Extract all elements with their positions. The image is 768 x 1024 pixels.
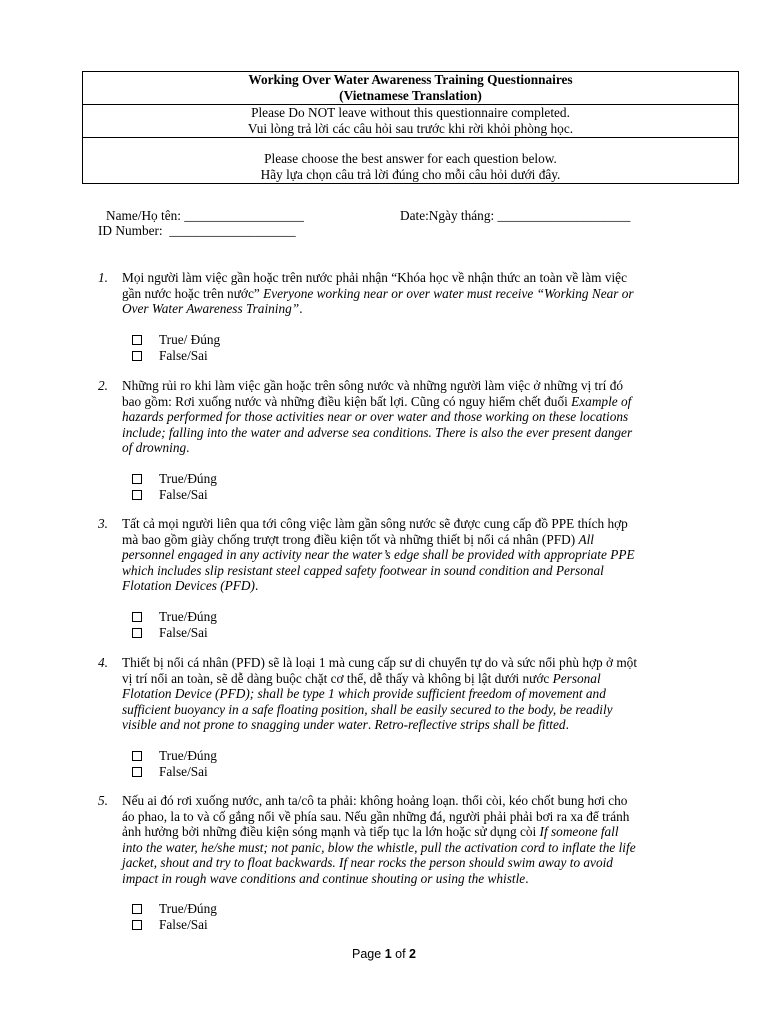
question-text-segment: mà bao gồm giày chống trượt trong điều kiện tốt và những thiết bị nổi cá nhân (PFD): [122, 531, 579, 547]
question-text-english: of drowning: [122, 440, 187, 455]
question-text-line: [122, 671, 678, 687]
question-text-segment: Nếu ai đó rơi xuống nước, anh ta/cô ta phải: không hoảng loạn. thổi còi, kéo chốt bung hơi cho: [122, 793, 628, 808]
question-text-line: [122, 409, 678, 425]
instructions-english: Please choose the best answer for each question below.: [264, 151, 557, 166]
question-text-english: Flotation Device (PFD); shall be type 1 which provide sufficient freedom of movement and: [122, 686, 606, 701]
question-text-segment: Tất cả mọi người liên qua tới công việc làm gần sông nước sẽ được cung cấp đồ PPE thích hợp: [122, 516, 628, 531]
title-line-2: (Vietnamese Translation): [339, 87, 482, 103]
question-1: [98, 270, 678, 364]
option-true[interactable]: [132, 471, 678, 487]
questionnaire-title: [83, 72, 738, 105]
question-text-line: [122, 871, 678, 887]
page-footer: [0, 947, 768, 963]
question-text-english: All: [578, 531, 594, 547]
question-number: 1.: [98, 270, 108, 285]
date-field[interactable]: Date:Ngày tháng: ____________________: [400, 208, 631, 223]
question-text-line: [122, 655, 678, 671]
checkbox-icon[interactable]: [132, 751, 142, 761]
question-number: 5.: [98, 793, 108, 808]
question-text-segment: gần nước hoặc trên nước”: [122, 285, 264, 301]
question-text-english: hazards performed for those activities near or over water and those working on these locations: [122, 409, 629, 424]
checkbox-icon[interactable]: [132, 904, 142, 914]
answer-options: [132, 609, 678, 641]
checkbox-icon[interactable]: [132, 351, 142, 361]
question-text-line: [122, 547, 678, 563]
question-text-line: [122, 516, 678, 532]
answer-options: [132, 748, 678, 780]
question-2: [98, 378, 678, 503]
question-text-line: [122, 793, 678, 809]
option-true[interactable]: [132, 901, 678, 917]
option-true[interactable]: [132, 748, 678, 764]
answer-options: [132, 471, 678, 503]
option-label: False/Sai: [159, 624, 208, 640]
header-box: [82, 71, 739, 184]
question-text-line: [122, 301, 678, 317]
checkbox-icon[interactable]: [132, 612, 142, 622]
option-label: True/Đúng: [159, 470, 217, 486]
checkbox-icon[interactable]: [132, 474, 142, 484]
question-number: 3.: [98, 516, 108, 531]
question-text-segment: .: [299, 301, 303, 316]
page-word: Page: [352, 947, 382, 961]
checkbox-icon[interactable]: [132, 490, 142, 500]
question-5: [98, 793, 678, 933]
question-text-english: jacket, shout and try to float backwards. If near rocks the person should swim away to avoid: [122, 855, 613, 870]
question-text-line: [122, 286, 678, 302]
question-text-line: [122, 840, 678, 856]
option-true[interactable]: [132, 609, 678, 625]
notice: [83, 105, 738, 138]
option-false[interactable]: [132, 625, 678, 641]
question-text-segment: .: [254, 578, 259, 593]
instructions-vietnamese: Hãy lựa chọn câu trả lời đúng cho mỗi câu hỏi dưới đây.: [260, 166, 561, 182]
question-3: [98, 516, 678, 641]
option-label: False/Sai: [159, 486, 208, 502]
option-false[interactable]: [132, 917, 678, 933]
question-text-english: sufficient buoyancy in a safe floating position, shall be easily secured to the body, be readily: [122, 701, 613, 717]
option-label: True/ Đúng: [159, 331, 221, 347]
option-true[interactable]: [132, 332, 678, 348]
question-text: [122, 516, 678, 594]
total-pages: 2: [409, 947, 416, 961]
question-text-english: include; falling into the water and adverse sea conditions. There is also the ever present danger: [122, 424, 633, 440]
question-text-line: [122, 686, 678, 702]
question-text-line: [122, 717, 678, 733]
option-false[interactable]: [132, 487, 678, 503]
option-label: True/Đúng: [159, 747, 217, 763]
name-field[interactable]: Name/Họ tên: __________________: [106, 208, 304, 223]
of-word: of: [395, 947, 406, 961]
question-text-segment: Thiết bị nổi cá nhân (PFD) sẽ là loại 1 mà cung cấp sư di chuyển tự do và sức nổi phù hợp ở một: [122, 655, 638, 670]
question-text-line: [122, 578, 678, 594]
answer-options: [132, 332, 678, 364]
checkbox-icon[interactable]: [132, 767, 142, 777]
question-text-english: Flotation Devices (PFD): [122, 578, 255, 593]
question-text-english: Example of: [571, 393, 632, 409]
question-text-line: [122, 378, 678, 394]
checkbox-icon[interactable]: [132, 920, 142, 930]
question-text: [122, 270, 678, 317]
question-text-english: which includes slip resistant steel capped safety footwear in sound condition and Personal: [122, 562, 604, 578]
question-text-line: [122, 532, 678, 548]
question-text: [122, 793, 678, 886]
question-4: [98, 655, 678, 780]
question-text-line: [122, 702, 678, 718]
question-text-english: Over Water Awareness Training”: [122, 301, 300, 316]
question-text-english: impact in rough wave conditions and continue shouting or using the whistle: [122, 870, 526, 886]
checkbox-icon[interactable]: [132, 335, 142, 345]
option-false[interactable]: [132, 764, 678, 780]
question-text-english: visible and not prone to snagging under water: [122, 717, 368, 732]
option-label: True/Đúng: [159, 901, 217, 917]
question-text-line: [122, 824, 678, 840]
question-text-english: personnel engaged in any activity near the water’s edge shall be provided with appropriate PPE: [122, 547, 635, 562]
notice-english: Please Do NOT leave without this questionnaire completed.: [251, 105, 570, 120]
question-text-segment: vị trí nổi an toàn, sẽ dễ dàng buộc chặt cơ thể, dễ thấy và không bị lật dưới nước: [122, 670, 553, 686]
question-text-segment: ảnh hưởng bởi những điều kiện sóng mạnh và tiếp tục la lớn hoặc sử dụng còi: [122, 824, 540, 839]
question-text-segment: .: [367, 717, 375, 732]
option-label: False/Sai: [159, 917, 208, 933]
question-text-english: into the water, he/she must; not panic, blow the whistle, pull the activation cord to inflate the life: [122, 839, 636, 855]
question-text-segment: .: [525, 870, 529, 886]
question-text-segment: bao gồm: Rơi xuống nước và những điều kiện bất lợi. Cũng có nguy hiểm chết đuối: [122, 393, 572, 409]
question-number: 2.: [98, 378, 108, 393]
question-text-line: [122, 855, 678, 871]
question-text-segment: .: [565, 717, 569, 732]
answer-options: [132, 901, 678, 933]
question-text-line: [122, 425, 678, 441]
checkbox-icon[interactable]: [132, 628, 142, 638]
question-text-segment: .: [186, 440, 190, 455]
question-text-line: [122, 270, 678, 286]
question-text-segment: Những rủi ro khi làm việc gần hoặc trên sông nước và những người làm việc ở những vị trí đó: [122, 378, 623, 393]
title-line-1: Working Over Water Awareness Training Questionnaires: [248, 72, 573, 87]
question-text-english: If someone fall: [539, 824, 619, 839]
question-text-english: Retro-reflective strips shall be fitted: [374, 717, 566, 732]
current-page: 1: [384, 947, 392, 961]
question-text-english: Personal: [552, 670, 601, 686]
instructions: [83, 138, 738, 183]
question-text-line: [122, 440, 678, 456]
option-label: True/Đúng: [159, 608, 217, 624]
option-false[interactable]: [132, 348, 678, 364]
question-text-segment: Mọi người làm việc gần hoặc trên nước phải nhận “Khóa học về nhận thức an toàn về làm việc: [122, 270, 627, 285]
question-text: [122, 655, 678, 733]
question-text-english: Everyone working near or over water must receive “Working Near or: [263, 285, 634, 301]
question-number: 4.: [98, 655, 108, 670]
question-text-line: [122, 563, 678, 579]
question-text-line: [122, 394, 678, 410]
option-label: False/Sai: [159, 763, 208, 779]
question-text-line: [122, 809, 678, 825]
id-number-field[interactable]: ID Number: ___________________: [98, 223, 296, 238]
question-text: [122, 378, 678, 456]
option-label: False/Sai: [159, 347, 208, 363]
question-text-segment: áo phao, la to và cố gắng nổi về phía sau. Nếu gần những đá, người phải phải bơi ra xa để tránh: [122, 808, 630, 824]
notice-vietnamese: Vui lòng trả lời các câu hỏi sau trước khi rời khỏi phòng học.: [247, 120, 574, 136]
